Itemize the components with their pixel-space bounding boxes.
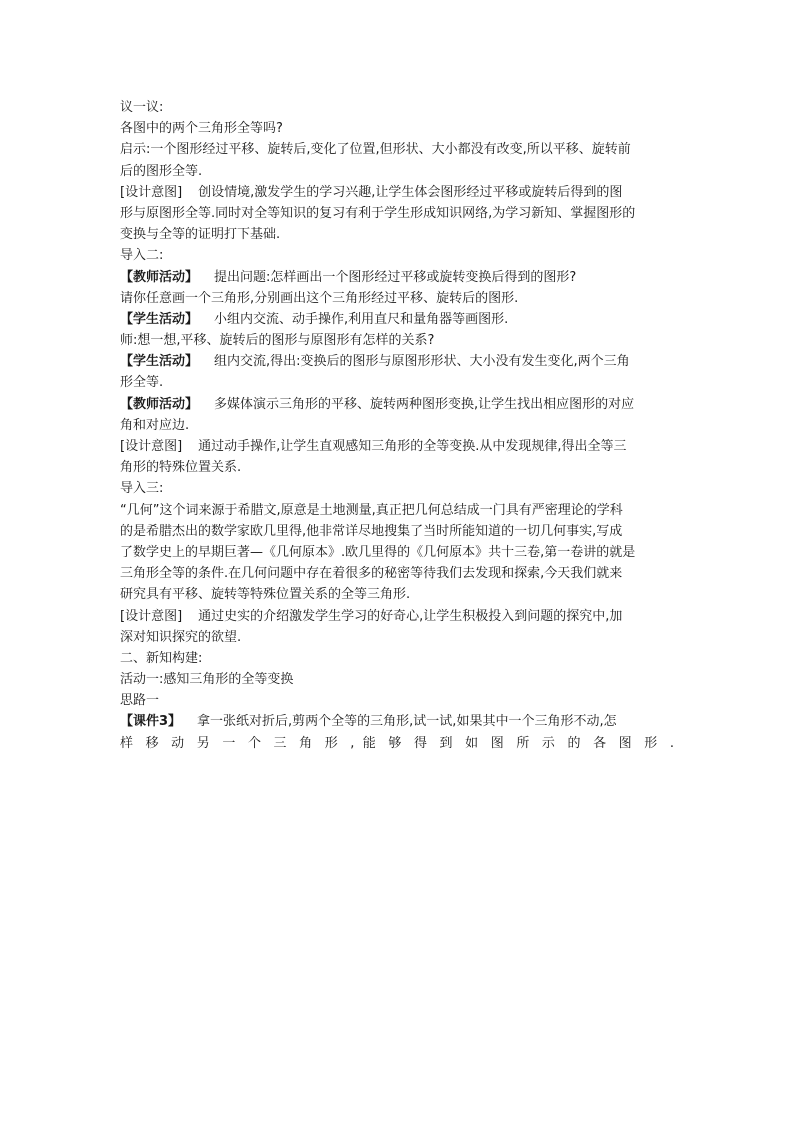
design-intent-label: [设计意图] bbox=[120, 608, 183, 624]
paragraph-history-4: 三角形全等的条件.在几何问题中存在着很多的秘密等待我们去发现和探索,今天我们就来 bbox=[120, 566, 623, 582]
design-intent-1-end: 变换与全等的证明打下基础. bbox=[120, 227, 281, 243]
student-activity-2-cont: 形全等. bbox=[120, 375, 164, 391]
design-intent-3-cont: 深对知识探究的欲望. bbox=[120, 629, 242, 645]
design-intent-2: [设计意图] 通过动手操作,让学生直观感知三角形的全等变换.从中发现规律,得出全等三 bbox=[120, 439, 627, 454]
paragraph-teacher-question: 师:想一想,平移、旋转后的图形与原图形有怎样的关系? bbox=[120, 333, 435, 349]
heading-intro-3: 导入三: bbox=[120, 481, 164, 497]
heading-discuss: 议一议: bbox=[120, 100, 164, 115]
design-intent-label: [设计意图] bbox=[120, 439, 183, 454]
heading-activity-1: 活动一:感知三角形的全等变换 bbox=[120, 672, 294, 688]
student-activity-2: 【学生活动】 组内交流,得出:变换后的图形与原图形形状、大小没有发生变化,两个三角 bbox=[120, 354, 630, 370]
student-activity-1: 【学生活动】 小组内交流、动手操作,利用直尺和量角器等画图形. bbox=[120, 311, 509, 327]
design-intent-1-cont: 形与原图形全等.同时对全等知识的复习有利于学生形成知识网络,为学习新知、掌握图形的 bbox=[120, 205, 636, 221]
heading-new-knowledge: 二、新知构建: bbox=[120, 650, 203, 666]
design-intent-label: [设计意图] bbox=[120, 184, 183, 200]
courseware-label: 【课件3】 bbox=[120, 714, 182, 730]
design-intent-1: [设计意图] 创设情境,激发学生的学习兴趣,让学生体会图形经过平移或旋转后得到的图 bbox=[120, 184, 623, 200]
heading-approach-1: 思路一 bbox=[120, 693, 160, 709]
courseware-3: 【课件3】 拿一张纸对折后,剪两个全等的三角形,试一试,如果其中一个三角形不动,怎 bbox=[120, 714, 617, 730]
document-body bbox=[120, 97, 674, 754]
paragraph-history-2: 的是希腊杰出的数学家欧几里得,他非常详尽地搜集了当时所能知道的一切几何事实,写成 bbox=[120, 523, 623, 539]
paragraph-history-5: 研究具有平移、旋转等特殊位置关系的全等三角形. bbox=[120, 587, 411, 603]
heading-intro-2: 导入二: bbox=[120, 248, 164, 264]
teacher-activity-2-cont: 角和对应边. bbox=[120, 417, 190, 433]
paragraph-draw-triangle: 请你任意画一个三角形,分别画出这个三角形经过平移、旋转后的图形. bbox=[120, 290, 519, 306]
courseware-3-cont: 样 移 动 另 一 个 三 角 形 , 能 够 得 到 如 图 所 示 的 各 图 形 . bbox=[120, 735, 674, 751]
design-intent-2-cont: 角形的特殊位置关系. bbox=[120, 460, 242, 476]
paragraph-history-1: “几何”这个词来源于希腊文,原意是土地测量,真正把几何总结成一门具有严密理论的学科 bbox=[120, 502, 623, 518]
student-activity-label: 【学生活动】 bbox=[120, 311, 199, 327]
teacher-activity-1: 【教师活动】 提出问题:怎样画出一个图形经过平移或旋转变换后得到的图形? bbox=[120, 269, 577, 285]
paragraph-question: 各图中的两个三角形全等吗? bbox=[120, 121, 283, 137]
paragraph-hint-cont: 后的图形全等. bbox=[120, 163, 203, 179]
paragraph-history-3: 了数学史上的早期巨著—《几何原本》.欧几里得的《几何原本》共十三卷,第一卷讲的就是 bbox=[120, 544, 636, 560]
teacher-activity-2: 【教师活动】 多媒体演示三角形的平移、旋转两种图形变换,让学生找出相应图形的对应 bbox=[120, 396, 635, 412]
student-activity-label: 【学生活动】 bbox=[120, 354, 199, 370]
teacher-activity-label: 【教师活动】 bbox=[120, 396, 199, 412]
design-intent-3: [设计意图] 通过史实的介绍激发学生学习的好奇心,让学生积极投入到问题的探究中,加 bbox=[120, 608, 623, 624]
paragraph-hint: 启示:一个图形经过平移、旋转后,变化了位置,但形状、大小都没有改变,所以平移、旋转前 bbox=[120, 142, 631, 158]
teacher-activity-label: 【教师活动】 bbox=[120, 269, 199, 285]
